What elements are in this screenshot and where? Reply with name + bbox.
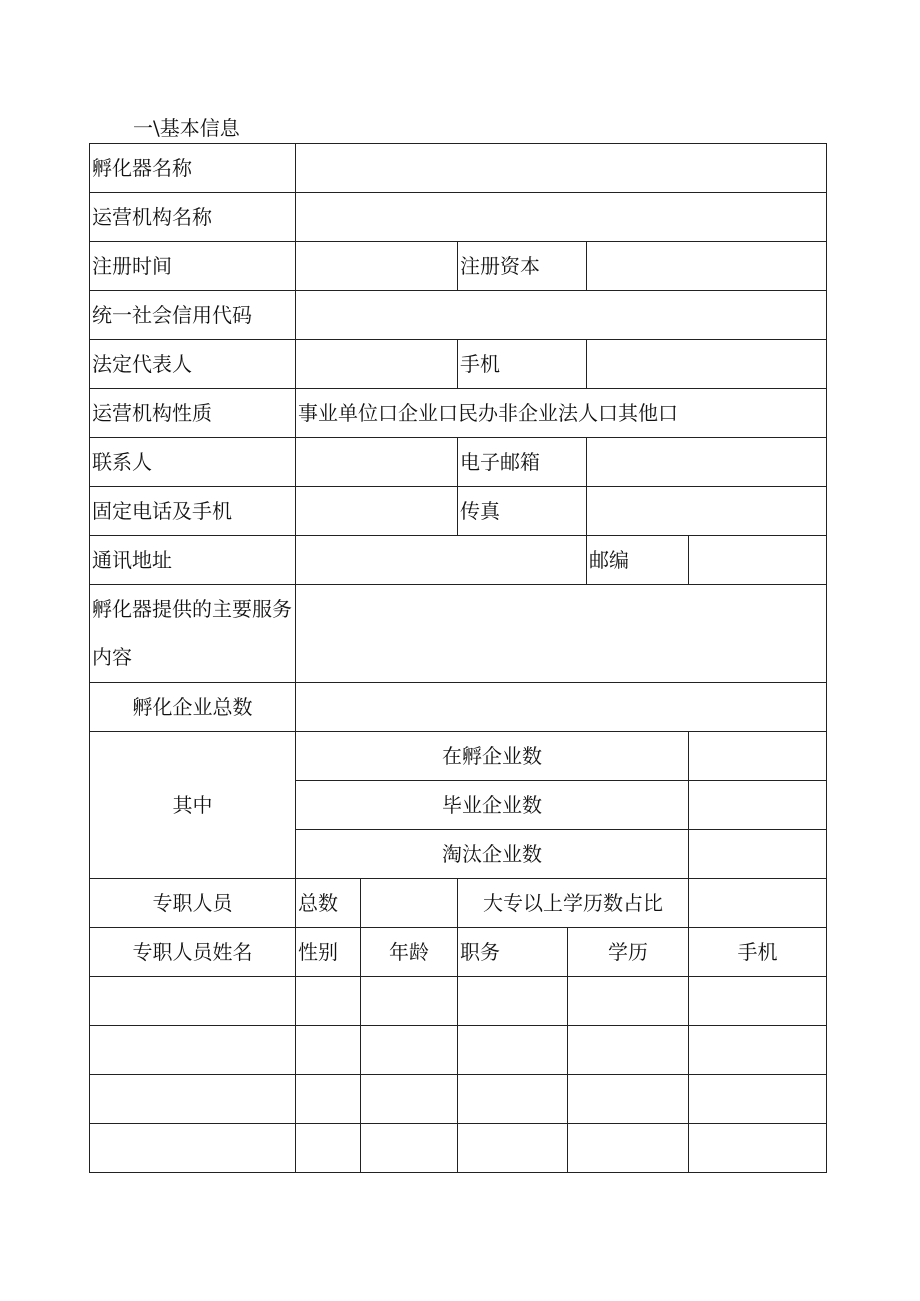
label-college-ratio: 大专以上学历数占比 (458, 878, 689, 927)
cell-education[interactable] (568, 1123, 689, 1172)
field-contact[interactable] (296, 438, 458, 487)
label-graduated: 毕业企业数 (296, 780, 689, 829)
field-in-incubation[interactable] (689, 731, 827, 780)
table-row (90, 976, 827, 1025)
label-total-incubated: 孵化企业总数 (90, 682, 296, 731)
field-postcode[interactable] (689, 536, 827, 585)
row-registration (90, 242, 827, 291)
label-incubator-name: 孵化器名称 (90, 144, 296, 193)
nature-options[interactable]: 事业单位口企业口民办非企业法人口其他口 (296, 389, 827, 438)
cell-age[interactable] (361, 1025, 458, 1074)
label-reg-time: 注册时间 (90, 242, 296, 291)
label-operator-name: 运营机构名称 (90, 193, 296, 242)
label-credit-code: 统一社会信用代码 (90, 291, 296, 340)
label-email: 电子邮箱 (458, 438, 587, 487)
header-staff-name: 专职人员姓名 (90, 927, 296, 976)
cell-mobile[interactable] (689, 1074, 827, 1123)
row-in-incubation (90, 731, 827, 780)
row-staff (90, 878, 827, 927)
cell-age[interactable] (361, 1074, 458, 1123)
label-postcode: 邮编 (587, 536, 689, 585)
label-services: 孵化器提供的主要服务内容 (90, 585, 296, 682)
header-education: 学历 (568, 927, 689, 976)
row-legal-rep (90, 340, 827, 389)
cell-position[interactable] (458, 976, 568, 1025)
cell-gender[interactable] (296, 1123, 361, 1172)
cell-staff-name[interactable] (90, 1025, 296, 1074)
label-reg-capital: 注册资本 (458, 242, 587, 291)
field-incubator-name[interactable] (296, 144, 827, 193)
table-row (90, 1025, 827, 1074)
label-eliminated: 淘汰企业数 (296, 829, 689, 878)
header-gender: 性别 (296, 927, 361, 976)
header-mobile: 手机 (689, 927, 827, 976)
cell-position[interactable] (458, 1074, 568, 1123)
basic-info-table (89, 143, 827, 1173)
row-address (90, 536, 827, 585)
cell-position[interactable] (458, 1123, 568, 1172)
cell-position[interactable] (458, 1025, 568, 1074)
label-legal-rep: 法定代表人 (90, 340, 296, 389)
field-credit-code[interactable] (296, 291, 827, 340)
section-title: 一\基本信息 (133, 116, 240, 140)
field-fax[interactable] (587, 487, 827, 536)
cell-education[interactable] (568, 1025, 689, 1074)
label-mobile: 手机 (458, 340, 587, 389)
label-address: 通讯地址 (90, 536, 296, 585)
field-legal-rep[interactable] (296, 340, 458, 389)
field-address[interactable] (296, 536, 587, 585)
row-services (90, 585, 827, 682)
field-reg-capital[interactable] (587, 242, 827, 291)
field-graduated[interactable] (689, 780, 827, 829)
cell-age[interactable] (361, 1123, 458, 1172)
cell-staff-name[interactable] (90, 976, 296, 1025)
row-contact (90, 438, 827, 487)
row-phone (90, 487, 827, 536)
cell-age[interactable] (361, 976, 458, 1025)
cell-mobile[interactable] (689, 976, 827, 1025)
staff-header-row (90, 927, 827, 976)
label-among: 其中 (90, 731, 296, 878)
cell-gender[interactable] (296, 1074, 361, 1123)
cell-staff-name[interactable] (90, 1123, 296, 1172)
row-credit-code (90, 291, 827, 340)
field-eliminated[interactable] (689, 829, 827, 878)
label-operator-nature: 运营机构性质 (90, 389, 296, 438)
label-phone-mobile: 固定电话及手机 (90, 487, 296, 536)
cell-mobile[interactable] (689, 1025, 827, 1074)
field-total-incubated[interactable] (296, 682, 827, 731)
field-operator-name[interactable] (296, 193, 827, 242)
field-services[interactable] (296, 585, 827, 682)
cell-education[interactable] (568, 1074, 689, 1123)
label-in-incubation: 在孵企业数 (296, 731, 689, 780)
header-age: 年龄 (361, 927, 458, 976)
cell-gender[interactable] (296, 1025, 361, 1074)
field-mobile[interactable] (587, 340, 827, 389)
field-college-ratio[interactable] (689, 878, 827, 927)
table-row (90, 1074, 827, 1123)
row-operator-nature (90, 389, 827, 438)
field-reg-time[interactable] (296, 242, 458, 291)
row-total-incubated (90, 682, 827, 731)
cell-gender[interactable] (296, 976, 361, 1025)
label-total: 总数 (296, 878, 361, 927)
header-position: 职务 (458, 927, 568, 976)
field-email[interactable] (587, 438, 827, 487)
table-row (90, 1123, 827, 1172)
field-total[interactable] (361, 878, 458, 927)
label-fax: 传真 (458, 487, 587, 536)
row-operator-name (90, 193, 827, 242)
label-staff: 专职人员 (90, 878, 296, 927)
cell-education[interactable] (568, 976, 689, 1025)
field-phone-mobile[interactable] (296, 487, 458, 536)
cell-staff-name[interactable] (90, 1074, 296, 1123)
row-incubator-name (90, 144, 827, 193)
label-contact: 联系人 (90, 438, 296, 487)
cell-mobile[interactable] (689, 1123, 827, 1172)
